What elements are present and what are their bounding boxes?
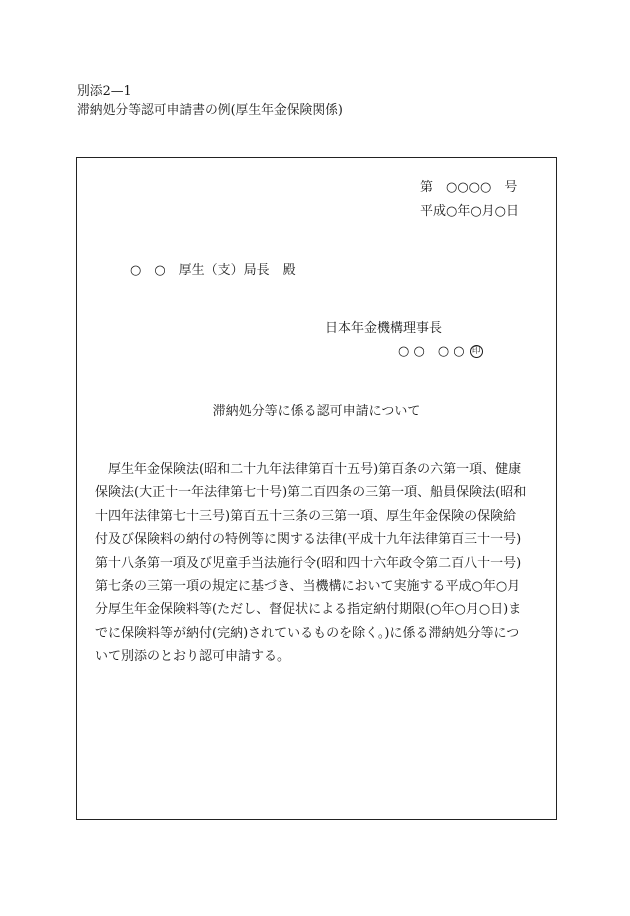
subject-heading: 滞納処分等に係る認可申請について xyxy=(212,403,421,419)
attachment-label: 別添2—1 xyxy=(77,83,132,99)
body-line: いて別添のとおり認可申請する。 xyxy=(95,649,291,665)
document-title: 滞納処分等認可申請書の例(厚生年金保険関係) xyxy=(77,102,343,118)
body-line: 分厚生年金保険料等(ただし、督促状による指定納付期限(○年○月○日)ま xyxy=(95,602,522,618)
sender-name-row xyxy=(398,345,483,358)
seal-mark: 印 xyxy=(470,345,483,358)
body-line: 十四年法律第七十三号)第百五十三条の三第一項、厚生年金保険の保険給 xyxy=(95,508,517,524)
body-line: 保険法(大正十一年法律第七十号)第二百四条の三第一項、船員保険法(昭和 xyxy=(95,485,527,501)
application-form-box xyxy=(76,157,557,820)
application-body xyxy=(95,458,526,669)
body-line: 第七条の三第一項の規定に基づき、当機構において実施する平成○年○月 xyxy=(95,578,521,594)
body-line: 厚生年金保険法(昭和二十九年法律第百十五号)第百条の六第一項、健康 xyxy=(95,462,522,477)
addressee: ○ ○ 厚生（支）局長 殿 xyxy=(130,262,296,278)
body-line: 第十八条第一項及び児童手当法施行令(昭和四十六年政令第二百八十一号) xyxy=(95,555,522,571)
body-line: でに保険料等が納付(完納)されているものを除く。)に係る滞納処分等につ xyxy=(95,625,520,641)
document-number: 第 ○○○○ 号 xyxy=(420,179,518,195)
body-line: 付及び保険料の納付の特例等に関する法律(平成十九年法律第百三十一号) xyxy=(95,532,522,548)
sender-title: 日本年金機構理事長 xyxy=(325,320,443,336)
document-date: 平成○年○月○日 xyxy=(420,203,520,219)
sender-name: ○ ○ ○ ○ xyxy=(398,343,465,359)
